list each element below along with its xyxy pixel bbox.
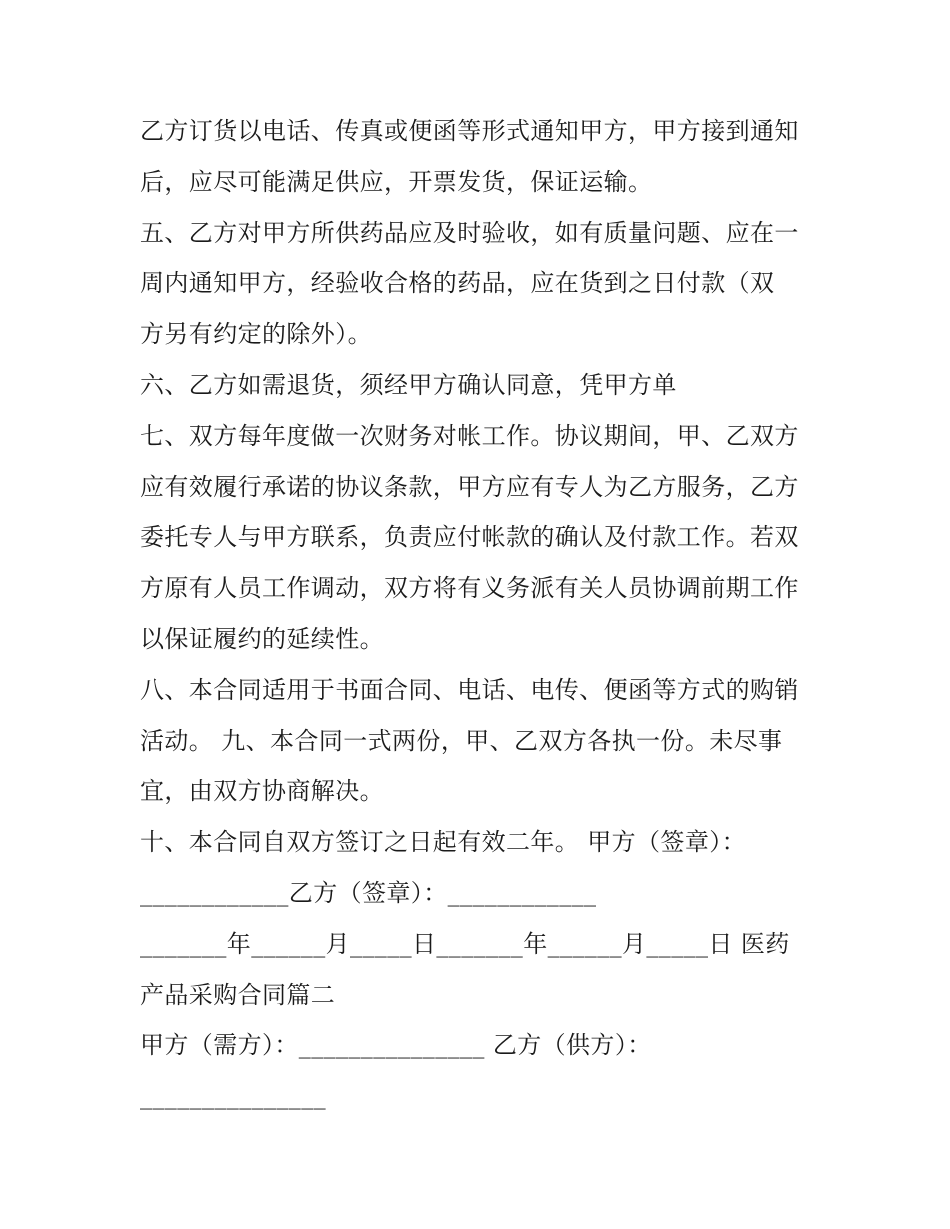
text-line: 宜，由双方协商解决。 <box>140 777 384 806</box>
clause-7-line: 七、双方每年度做一次财务对帐工作。协议期间，甲、乙双方 <box>140 421 799 450</box>
contract-text <box>140 106 812 1122</box>
text-line: 后，应尽可能满足供应，开票发货，保证运输。 <box>140 167 653 196</box>
signature-line: ____________乙方（签章）：____________ <box>140 878 597 907</box>
blank-line: _______________ <box>140 1082 326 1111</box>
text-line: 以保证履约的延续性。 <box>140 624 384 653</box>
clause-6-line: 六、乙方如需退货，须经甲方确认同意，凭甲方单 <box>140 370 677 399</box>
clause-8-line: 八、本合同适用于书面合同、电话、电传、便函等方式的购销 <box>140 675 799 704</box>
text-line: 周内通知甲方，经验收合格的药品，应在货到之日付款（双 <box>140 269 775 298</box>
clause-9-line: 活动。 九、本合同一式两份，甲、乙双方各执一份。未尽事 <box>140 726 783 755</box>
clause-10-line: 十、本合同自双方签订之日起有效二年。 甲方（签章）： <box>140 828 747 857</box>
text-line: 方原有人员工作调动，双方将有义务派有关人员协调前期工作 <box>140 574 799 603</box>
party-line: 甲方（需方）：_______________ 乙方（供方）： <box>140 1031 652 1060</box>
clause-5-line: 五、乙方对甲方所供药品应及时验收，如有质量问题、应在一 <box>140 218 799 247</box>
text-line: 应有效履行承诺的协议条款，甲方应有专人为乙方服务，乙方 <box>140 472 799 501</box>
section-title: 产品采购合同篇二 <box>140 980 336 1009</box>
text-line: 委托专人与甲方联系，负责应付帐款的确认及付款工作。若双 <box>140 523 799 552</box>
text-line: 乙方订货以电话、传真或便函等形式通知甲方，甲方接到通知 <box>140 117 799 145</box>
date-line: _______年______月_____日_______年______月_____日 医药 <box>140 929 790 958</box>
text-line: 方另有约定的除外）。 <box>140 320 372 349</box>
